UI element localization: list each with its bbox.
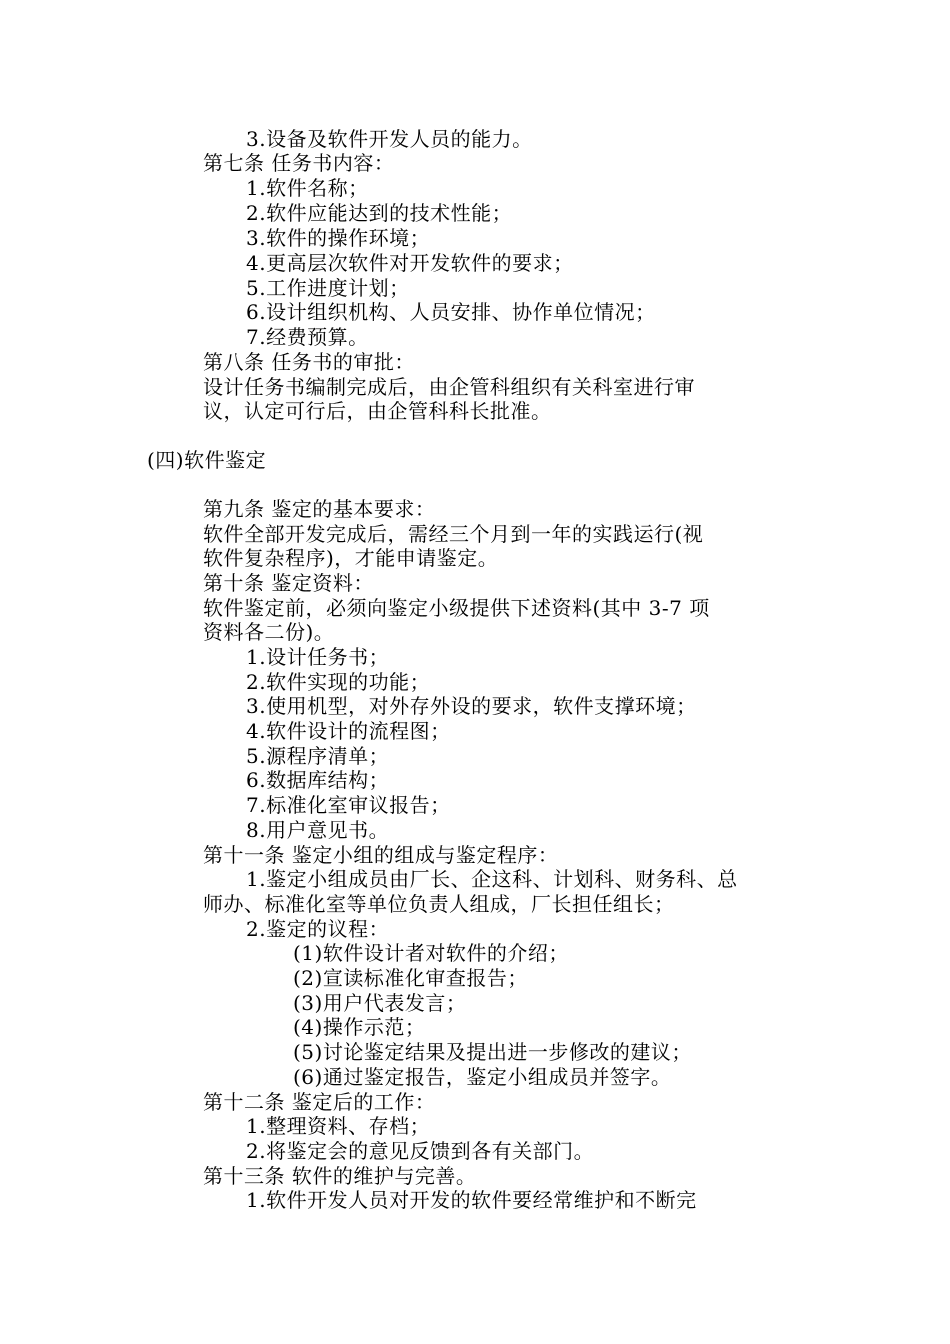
- text-line: 1.软件开发人员对开发的软件要经常维护和不断完: [246, 1188, 697, 1212]
- text-line: (1)软件设计者对软件的介绍；: [293, 941, 569, 965]
- text-line: (3)用户代表发言；: [293, 991, 467, 1015]
- text-line: 1.整理资料、存档；: [246, 1114, 431, 1138]
- text-line: 第十三条 软件的维护与完善。: [203, 1164, 477, 1188]
- text-line: 第九条 鉴定的基本要求：: [203, 497, 436, 521]
- text-line: 议，认定可行后，由企管科科长批准。: [203, 399, 552, 423]
- text-line: 第十二条 鉴定后的工作：: [203, 1090, 436, 1114]
- text-line: 软件复杂程序)，才能申请鉴定。: [203, 546, 499, 570]
- text-line: 2.鉴定的议程：: [246, 917, 390, 941]
- text-line: 2.软件应能达到的技术性能；: [246, 201, 513, 225]
- text-line: 第十条 鉴定资料：: [203, 571, 374, 595]
- text-line: 第七条 任务书内容：: [203, 151, 395, 175]
- text-line: 软件全部开发完成后，需经三个月到一年的实践运行(视: [203, 522, 704, 546]
- text-line: 5.工作进度计划；: [246, 276, 410, 300]
- text-line: 6.设计组织机构、人员安排、协作单位情况；: [246, 300, 656, 324]
- text-line: 2.将鉴定会的意见反馈到各有关部门。: [246, 1139, 595, 1163]
- text-line: 设计任务书编制完成后，由企管科组织有关科室进行审: [203, 375, 695, 399]
- text-line: 资料各二份)。: [203, 620, 335, 644]
- text-line: 3.设备及软件开发人员的能力。: [246, 127, 533, 151]
- text-line: 2.软件实现的功能；: [246, 670, 431, 694]
- text-line: 第八条 任务书的审批：: [203, 350, 415, 374]
- text-line: 软件鉴定前，必须向鉴定小级提供下述资料(其中 3-7 项: [203, 596, 710, 620]
- text-line: 7.经费预算。: [246, 325, 369, 349]
- text-line: 4.软件设计的流程图；: [246, 719, 451, 743]
- text-line: 3.软件的操作环境；: [246, 226, 431, 250]
- text-line: 师办、标准化室等单位负责人组成，厂长担任组长；: [203, 892, 675, 916]
- text-line: (四)软件鉴定: [147, 448, 267, 472]
- text-line: 1.设计任务书；: [246, 645, 390, 669]
- text-line: 1.软件名称；: [246, 176, 369, 200]
- text-line: (5)讨论鉴定结果及提出进一步修改的建议；: [293, 1040, 692, 1064]
- text-line: (2)宣读标准化审查报告；: [293, 966, 528, 990]
- text-line: (4)操作示范；: [293, 1015, 426, 1039]
- text-line: 6.数据库结构；: [246, 768, 390, 792]
- text-line: (6)通过鉴定报告，鉴定小组成员并签字。: [293, 1065, 672, 1089]
- text-line: 7.标准化室审议报告；: [246, 793, 451, 817]
- text-line: 3.使用机型，对外存外设的要求，软件支撑环境；: [246, 694, 697, 718]
- text-line: 5.源程序清单；: [246, 744, 390, 768]
- text-line: 1.鉴定小组成员由厂长、企这科、计划科、财务科、总: [246, 867, 738, 891]
- text-line: 第十一条 鉴定小组的组成与鉴定程序：: [203, 843, 559, 867]
- text-line: 8.用户意见书。: [246, 818, 390, 842]
- text-line: 4.更高层次软件对开发软件的要求；: [246, 251, 574, 275]
